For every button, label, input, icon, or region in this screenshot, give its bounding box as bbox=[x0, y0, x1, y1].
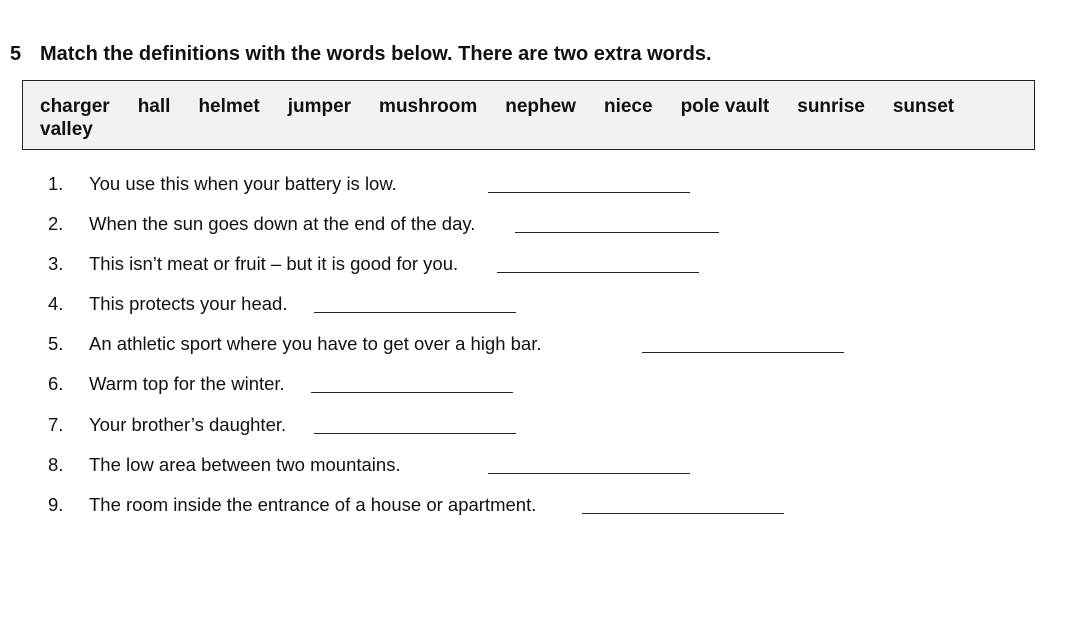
word-nephew: nephew bbox=[505, 96, 576, 117]
question-number: 3. bbox=[48, 253, 64, 274]
question-text: The low area between two mountains. bbox=[89, 454, 401, 475]
answer-blank-6[interactable] bbox=[311, 392, 513, 393]
question-text: The room inside the entrance of a house or apartment. bbox=[89, 494, 537, 515]
answer-blank-7[interactable] bbox=[314, 433, 516, 434]
question-number: 8. bbox=[48, 454, 64, 475]
question-number: 6. bbox=[48, 373, 64, 394]
word-charger: charger bbox=[40, 96, 110, 117]
word-bank-line-2 bbox=[40, 118, 1034, 141]
word-sunset: sunset bbox=[892, 96, 955, 117]
answer-blank-4[interactable] bbox=[314, 312, 516, 313]
word-niece: niece bbox=[603, 96, 653, 117]
question-number: 7. bbox=[48, 414, 64, 435]
answer-blank-8[interactable] bbox=[488, 473, 690, 474]
question-text: Your brother’s daughter. bbox=[89, 414, 287, 435]
answer-blank-3[interactable] bbox=[497, 272, 699, 273]
word-sunrise: sunrise bbox=[797, 96, 865, 117]
question-text: This isn’t meat or fruit – but it is good for you. bbox=[89, 253, 459, 274]
word-valley: valley bbox=[40, 119, 93, 140]
word-jumper: jumper bbox=[287, 96, 352, 117]
word-pole-vault: pole vault bbox=[680, 96, 770, 117]
question-text: You use this when your battery is low. bbox=[89, 173, 397, 194]
question-text: An athletic sport where you have to get over a high bar. bbox=[89, 333, 542, 354]
answer-blank-2[interactable] bbox=[515, 232, 719, 233]
word-bank-line-1 bbox=[40, 95, 1034, 118]
question-text: When the sun goes down at the end of the day. bbox=[89, 213, 476, 234]
question-number: 4. bbox=[48, 293, 64, 314]
question-number: 2. bbox=[48, 213, 64, 234]
exercise-heading bbox=[10, 43, 712, 66]
answer-blank-9[interactable] bbox=[582, 513, 784, 514]
exercise-number: 5 bbox=[10, 43, 22, 65]
question-number: 5. bbox=[48, 333, 64, 354]
exercise-instruction: Match the definitions with the words below. There are two extra words. bbox=[40, 43, 712, 65]
question-text: This protects your head. bbox=[89, 293, 288, 314]
answer-blank-5[interactable] bbox=[642, 352, 844, 353]
word-hall: hall bbox=[137, 96, 171, 117]
question-number: 9. bbox=[48, 494, 64, 515]
word-helmet: helmet bbox=[198, 96, 260, 117]
word-mushroom: mushroom bbox=[379, 96, 478, 117]
word-bank-box bbox=[22, 80, 1035, 150]
question-text: Warm top for the winter. bbox=[89, 373, 285, 394]
answer-blank-1[interactable] bbox=[488, 192, 690, 193]
question-number: 1. bbox=[48, 173, 64, 194]
